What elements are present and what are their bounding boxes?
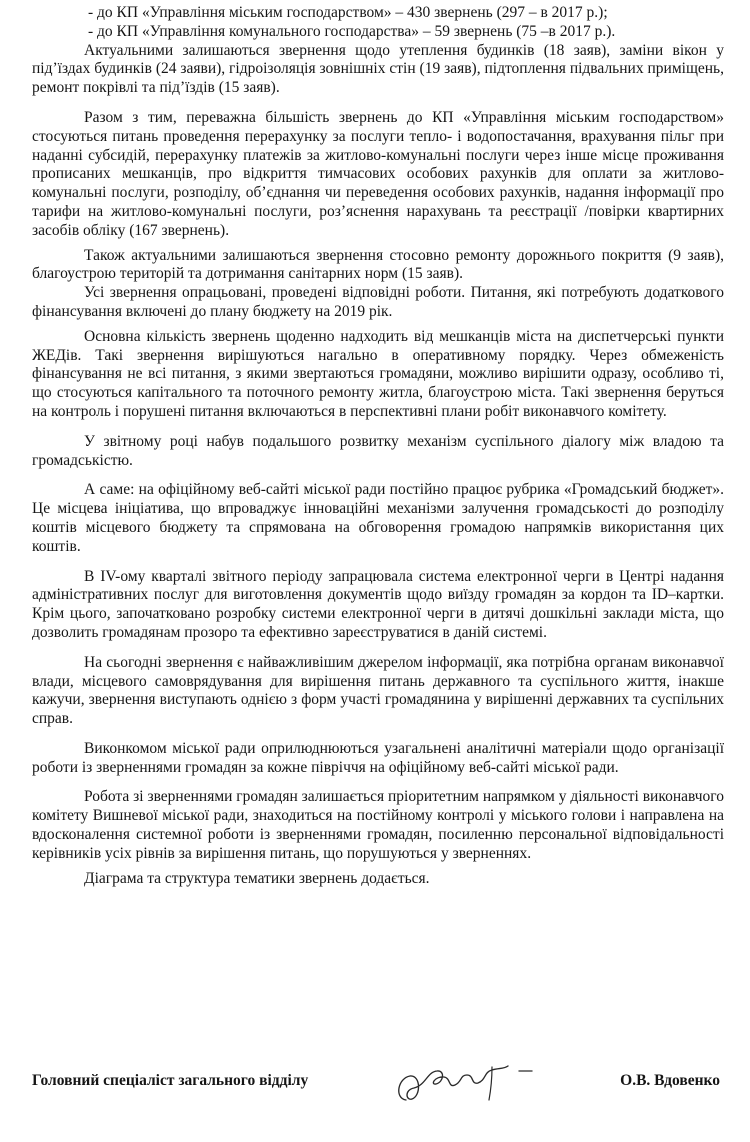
handwritten-signature [388, 1054, 538, 1114]
paragraph-analytical-materials: Виконкомом міської ради оприлюднюються узагальнені аналітичні матеріали щодо організації роботи із зверненнями громадян за кожне півріччя на офіційному веб-сайті міської ради. [32, 739, 724, 776]
paragraph-actual-issues: Актуальними залишаються звернення щодо утеплення будинків (18 заяв), заміни вікон у під’їздах будинків (24 заяви), гідроізоляція зовнішніх стін (19 заяв), підтоплення підвальних приміщень, ремонт покрівлі та під’їздів (15 заяв). [32, 41, 724, 97]
paragraph-all-processed: Усі звернення опрацьовані, проведені відповідні роботи. Питання, які потребують додаткового фінансування включені до плану бюджету на 2019 рік. [32, 284, 724, 320]
list-item-kp-mg: - до КП «Управління міським господарством» – 430 звернень (297 – в 2017 р.); [88, 4, 608, 21]
paragraph-electronic-queue: В IV-ому кварталі звітного періоду запрацювала система електронної черги в Центрі надання адміністративних послуг для виготовлення документів щодо виїзду громадян за кордон та ID–картки. Крім цього, започатковано розробку системи електронної черги в дитячі дошкільні заклади міста, що дозволить громадянам прозоро та ефективно зареєструватися в даній системі. [32, 567, 724, 641]
signature-title: Головний спеціаліст загального відділу [32, 1072, 309, 1089]
paragraph-social-dialogue: У звітному році набув подальшого розвитку механізм суспільного діалогу між владою та громадськістю. [32, 432, 724, 469]
list-item-kp-kg: - до КП «Управління комунального господарства» – 59 звернень (75 –в 2017 р.). [88, 22, 616, 40]
paragraph-priority-direction: Робота зі зверненнями громадян залишається пріоритетним напрямком у діяльності виконавчого комітету Вишневої міської ради, знаходиться на постійному контролі у міського голови і направлена на вдосконалення системної роботи із зверненнями громадян, посиленню персональної відповідальності керівників усіх рівнів за вирішення питань, що порушуються у зверненнях. [32, 788, 724, 862]
paragraph-attachment-note: Діаграма та структура тематики звернень додається. [84, 869, 430, 887]
paragraph-dispatch-points: Основна кількість звернень щоденно надходить від мешканців міста на диспетчерські пункти ЖЕДів. Такі звернення вирішуються нагально в оперативному порядку. Через обмеженість фінансування не всі питання, з якими звертаються громадяни, можливо вирішити одразу, особливо ті, що стосуються капітального та поточного ремонту житла, благоустрою міста. Такі звернення беруться на контроль і порушені питання включаються в перспективні плани робіт виконавчого комітету. [32, 327, 724, 420]
signature-block [32, 1072, 724, 1116]
paragraph-road-repair: Також актуальними залишаються звернення стосовно ремонту дорожнього покриття (9 заяв), благоустрою територій та дотримання санітарних норм (15 заяв). [32, 246, 724, 283]
document-page [32, 4, 724, 888]
paragraph-public-budget: А саме: на офіційному веб-сайті міської ради постійно працює рубрика «Громадський бюджет». Це місцева ініціатива, що впроваджує інноваційні механізми залучення громадськості до розподілу коштів місцевого бюджету та спрямована на обговорення громадою напрямків використання цих коштів. [32, 481, 724, 555]
signature-name: О.В. Вдовенко [620, 1072, 720, 1089]
paragraph-information-source: На сьогодні звернення є найважливішим джерелом інформації, яка потрібна органам виконавчої влади, місцевого самоврядування для вирішення питань державного та суспільного життя, інакше кажучи, звернення виступають однією з форм участі громадянина у вирішенні державних та суспільних справ. [32, 653, 724, 728]
paragraph-majority-appeals: Разом з тим, переважна більшість звернень до КП «Управління міським господарством» стосуються питань проведення перерахунку за послуги тепло- і водопостачання, врахування пільг при наданні субсидій, перерахунку платежів за житлово-комунальні послуги через інше місце проживання прописаних мешканців, про відкриття тимчасових особових рахунків для оплати за житлово-комунальні послуги, розподілу, об’єднання чи переведення особових рахунків, надання інформації про тарифи на житлово-комунальні послуги, роз’яснення нарахувань та реєстрації /повірки квартирних засобів обліку (167 звернень). [32, 108, 724, 239]
